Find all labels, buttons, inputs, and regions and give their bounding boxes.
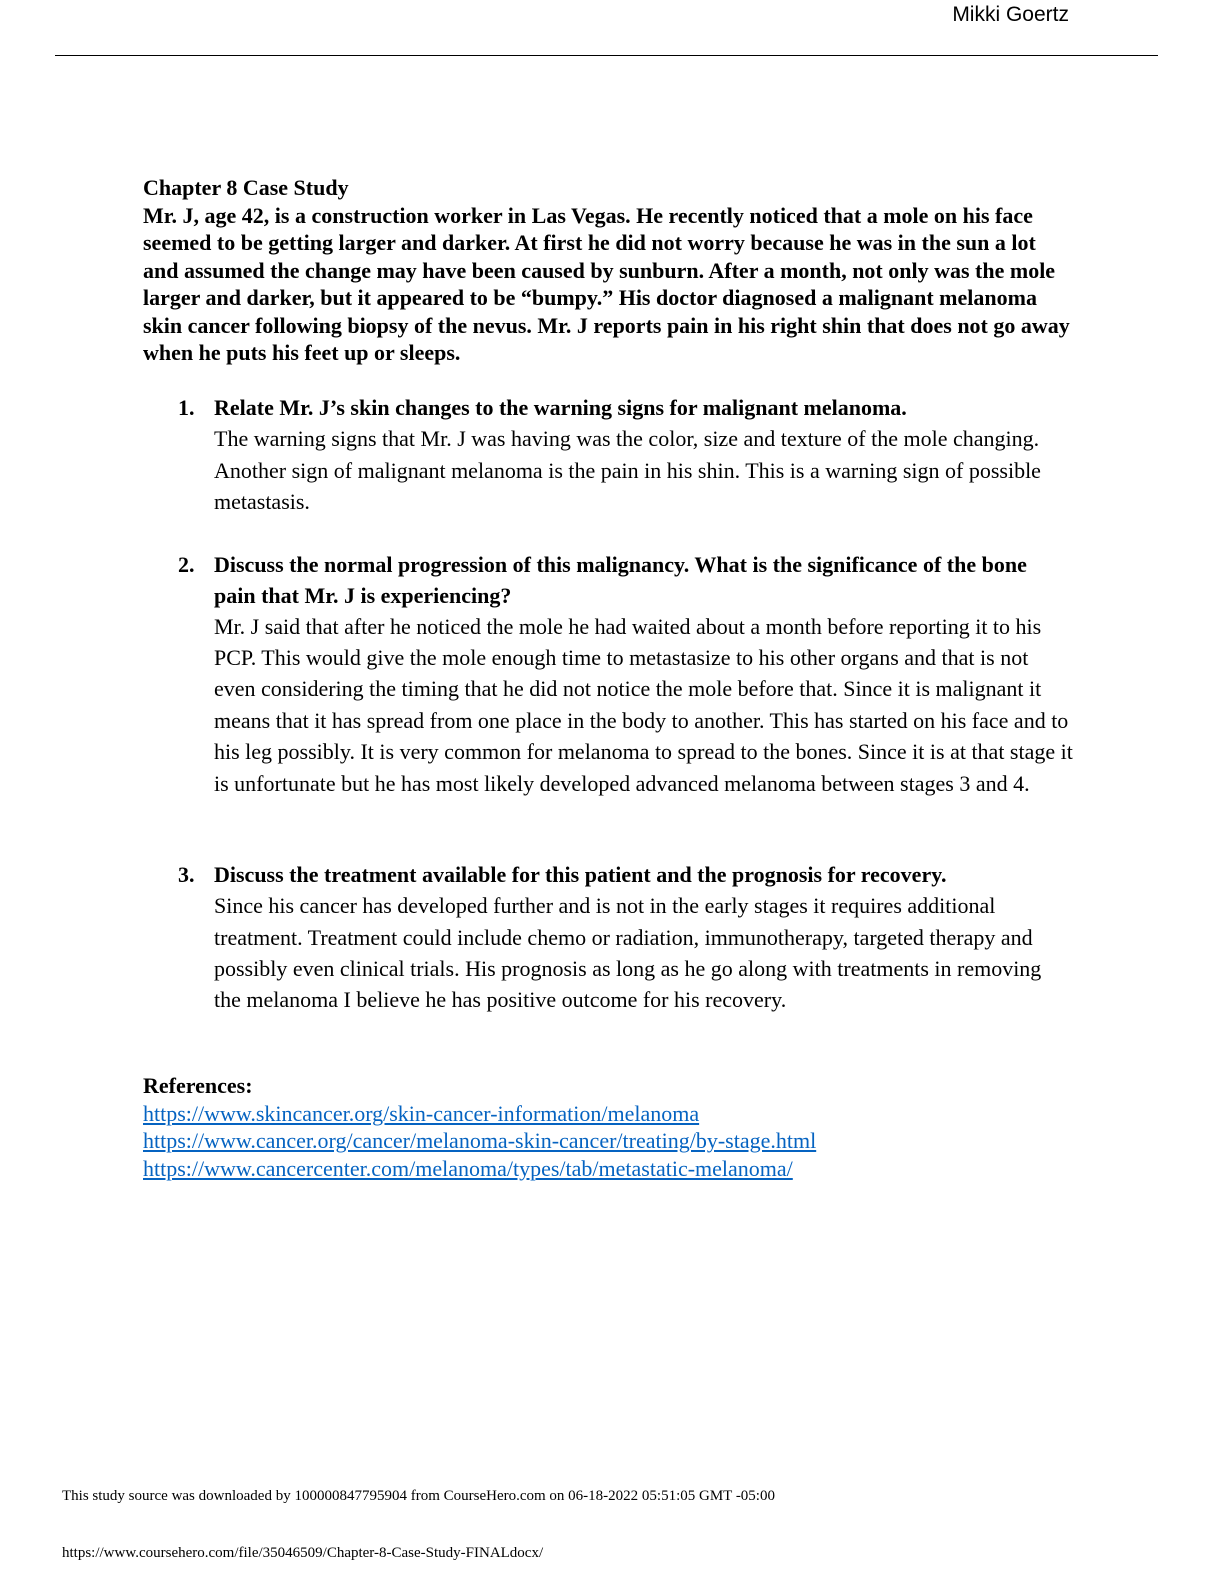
answer-text: Since his cancer has developed further and is not in the early stages it requires additional treatment. Treatment could include chemo or radiation, immunotherapy, targeted therapy and possibly even clinical trials. His prognosis as long as he go along with treatments in removing the melanoma I believe he has positive outcome for his recovery. bbox=[214, 893, 1042, 1013]
header-author-name: Mikki Goertz bbox=[952, 3, 1069, 26]
reference-link-skincancer[interactable]: https://www.skincancer.org/skin-cancer-information/melanoma bbox=[143, 1100, 700, 1126]
question-item bbox=[143, 859, 1073, 1016]
question-text: Relate Mr. J’s skin changes to the warning signs for malignant melanoma. bbox=[214, 395, 907, 421]
footer-source-url: https://www.coursehero.com/file/35046509/Chapter-8-Case-Study-FINALdocx/ bbox=[62, 1545, 544, 1561]
document-body bbox=[143, 174, 1073, 1182]
document-title: Chapter 8 Case Study bbox=[143, 175, 349, 200]
references-section bbox=[143, 1072, 1073, 1182]
question-number: 2. bbox=[178, 551, 195, 577]
question-list bbox=[143, 392, 1073, 1015]
question-text: Discuss the treatment available for this patient and the prognosis for recovery. bbox=[214, 862, 947, 888]
case-intro: Mr. J, age 42, is a construction worker in Las Vegas. He recently noticed that a mole on his face seemed to be getting larger and darker. At first he did not worry because he was in the sun a lot and assumed the change may have been caused by sunburn. After a month, not only was the mole larger and darker, but it appeared to be “bumpy.” His doctor diagnosed a malignant melanoma skin cancer following biopsy of the nevus. Mr. J reports pain in his right shin that does not go away when he puts his feet up or sleeps. bbox=[143, 203, 1070, 366]
reference-link-cancercenter[interactable]: https://www.cancercenter.com/melanoma/types/tab/metastatic-melanoma/ bbox=[143, 1155, 793, 1181]
answer-text: Mr. J said that after he noticed the mole he had waited about a month before reporting it to his PCP. This would give the mole enough time to metastasize to his other organs and that is not even considering the timing that he did not notice the mole before that. Since it is malignant it means that it has spread from one place in the body to another. This has started on his face and to his leg possibly. It is very common for melanoma to spread to the bones. Since it is at that stage it is unfortunate but he has most likely developed advanced melanoma between stages 3 and 4. bbox=[214, 613, 1073, 796]
question-number: 3. bbox=[178, 862, 195, 888]
question-item bbox=[143, 549, 1073, 799]
references-heading: References: bbox=[143, 1072, 253, 1098]
question-item bbox=[143, 392, 1073, 517]
question-number: 1. bbox=[178, 395, 195, 421]
header-divider bbox=[55, 55, 1158, 56]
question-text: Discuss the normal progression of this malignancy. What is the significance of the bone pain that Mr. J is experiencing? bbox=[214, 551, 1027, 608]
answer-text: The warning signs that Mr. J was having was the color, size and texture of the mole changing. Another sign of malignant melanoma is the pain in his shin. This is a warning sign of possible metastasis. bbox=[214, 426, 1041, 515]
footer-download-note: This study source was downloaded by 100000847795904 from CourseHero.com on 06-18-2022 05:51:05 GMT -05:00 bbox=[62, 1488, 775, 1504]
reference-link-cancer-org[interactable]: https://www.cancer.org/cancer/melanoma-skin-cancer/treating/by-stage.html bbox=[143, 1128, 817, 1154]
